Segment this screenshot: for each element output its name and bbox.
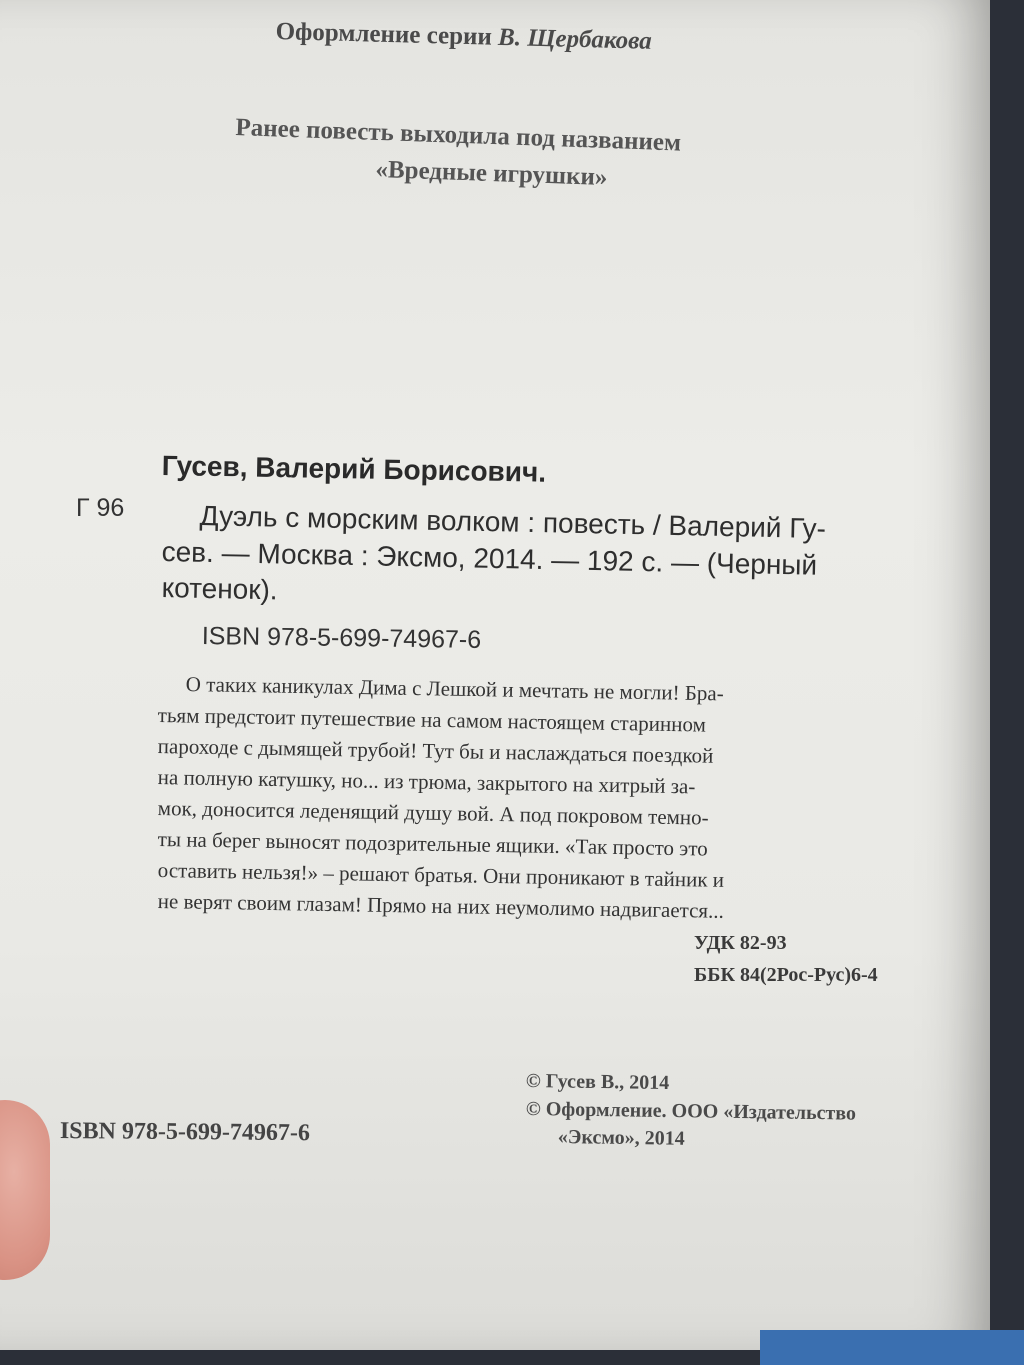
biblio-line: сев. — Москва : Эксмо, 2014. — 192 с. — (Черный xyxy=(161,536,818,581)
annotation-line: О таких каникулах Дима с Лешкой и мечтать не могли! Бра- xyxy=(185,672,724,706)
annotation-line: на полную катушку, но... из трюма, закрытого на хитрый за- xyxy=(157,765,696,799)
annotation-line: пароходе с дымящей трубой! Тут бы и наслаждаться поездкой xyxy=(157,734,714,768)
series-design-credit xyxy=(275,18,652,56)
series-designer-name: В. Щербакова xyxy=(497,23,653,55)
bbk-code: ББК 84(2Рос-Рус)6-4 xyxy=(694,964,878,986)
biblio-line: Дуэль с морским волком : повесть / Валерий Гу- xyxy=(199,500,827,545)
annotation-line: оставить нельзя!» – решают братья. Они проникают в тайник и xyxy=(157,858,725,892)
previous-title-name: «Вредные игрушки» xyxy=(375,156,608,192)
copyright-line: «Эксмо», 2014 xyxy=(557,1126,685,1150)
series-design-label: Оформление серии xyxy=(275,18,493,51)
catalog-author: Гусев, Валерий Борисович. xyxy=(161,450,547,488)
copyright-line: © Гусев В., 2014 xyxy=(525,1070,670,1095)
catalog-isbn: ISBN 978-5-699-74967-6 xyxy=(201,622,482,654)
footer-isbn: ISBN 978-5-699-74967-6 xyxy=(59,1118,310,1147)
biblio-line: котенок). xyxy=(161,572,278,606)
udk-code: УДК 82-93 xyxy=(694,932,787,954)
annotation-line: мок, доносится леденящий душу вой. А под покровом темно- xyxy=(157,796,709,830)
previous-title-note: Ранее повесть выходила под названием xyxy=(235,114,682,157)
copyright-line: © Оформление. ООО «Издательство xyxy=(525,1098,857,1125)
annotation-line: ты на берег выносят подозрительные ящики. «Так просто это xyxy=(157,827,708,861)
annotation-line: не верят своим глазам! Прямо на них неумолимо надвигается... xyxy=(157,889,725,923)
catalog-author-code: Г 96 xyxy=(76,494,125,522)
annotation-line: тьям предстоит путешествие на самом настоящем старинном xyxy=(157,703,707,737)
finger-holding-page xyxy=(0,1100,50,1280)
book-cover-edge xyxy=(760,1330,1024,1365)
